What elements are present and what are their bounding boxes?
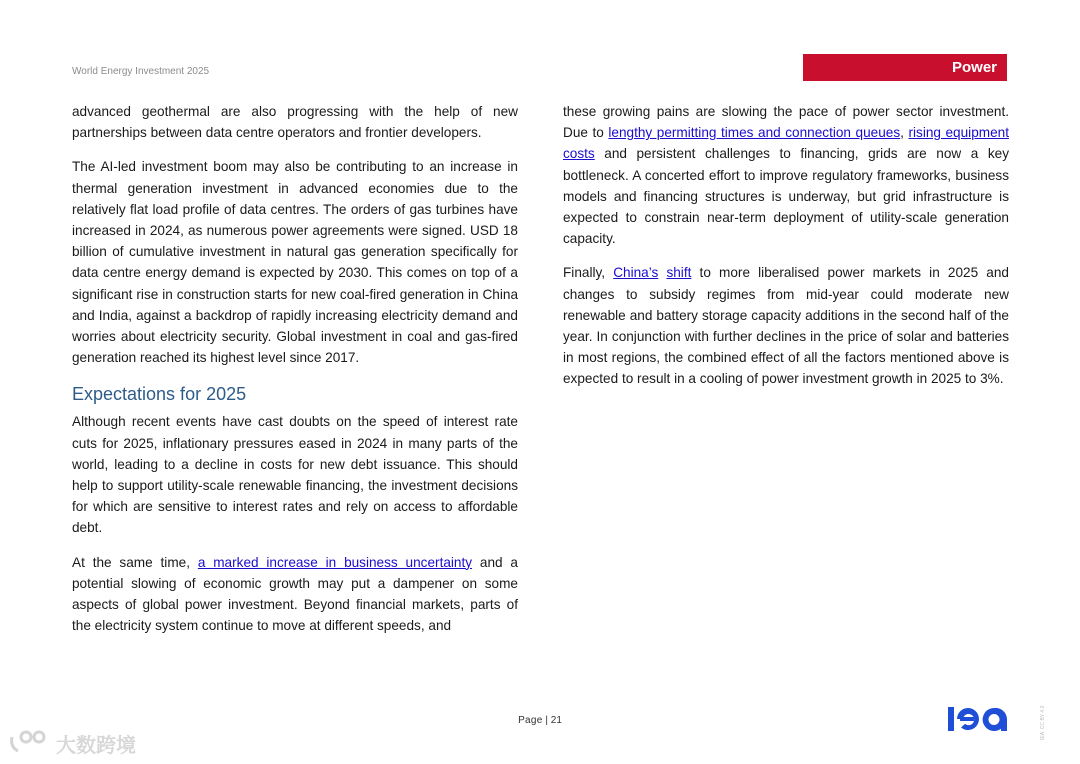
page-separator: |: [542, 715, 551, 726]
text: and persistent challenges to financing, grids are now a key bottleneck. A concerted effort to improve regulatory frameworks, business models and financing structures is underway, but grid infrastructure is expected to constrain near-term deployment of utility-scale generation capacity.: [563, 146, 1009, 247]
china-link[interactable]: China’s: [613, 265, 659, 281]
text: At the same time,: [72, 554, 198, 570]
permitting-queues-link[interactable]: lengthy permitting times and connection queues: [608, 125, 901, 141]
iea-logo-icon: [946, 700, 1010, 734]
watermark: [8, 728, 148, 758]
paragraph: advanced geothermal are also progressing with the help of new partnerships between data centre operators and frontier developers.: [72, 104, 518, 141]
section-heading: Expectations for 2025: [72, 384, 247, 405]
right-column: [563, 101, 1009, 403]
text: ,: [900, 125, 909, 141]
watermark-logo-icon: [8, 729, 52, 757]
section-tab-label: Power: [951, 59, 997, 76]
paragraph: [563, 262, 1009, 389]
license-credit: IEA. CC BY 4.0: [1040, 705, 1046, 740]
shift-link[interactable]: shift: [666, 265, 692, 281]
paragraph: [563, 101, 1009, 249]
paragraph: Although recent events have cast doubts on the speed of interest rate cuts for 2025, inflationary pressures eased in 2024 in many parts of the world, leading to a decline in costs for new debt issuance. This should help to support utility-scale renewable financing, the investment decisions for which are sensitive to interest rates and rely on access to affordable debt.: [72, 414, 518, 536]
paragraph: [72, 552, 518, 637]
business-uncertainty-link[interactable]: a marked increase in business uncertainty: [197, 554, 473, 570]
watermark-text: 大数跨境: [56, 732, 136, 757]
page-number: [0, 715, 1080, 726]
document-title: World Energy Investment 2025: [72, 66, 210, 77]
page-number-value: 21: [550, 715, 562, 726]
text: and a potential slowing of economic growth may put a dampener on some aspects of global power investment. Beyond financial markets, parts of the electricity system continue to move at different speeds, and: [72, 554, 518, 634]
text: these growing pains are slowing the pace of power sector investment. Due to: [563, 104, 1009, 141]
left-column: [72, 101, 518, 649]
equipment-costs-link[interactable]: rising equipment costs: [563, 125, 1009, 162]
section-tab: [803, 54, 1007, 81]
text: to more liberalised power markets in 2025 and changes to subsidy regimes from mid-year could moderate new renewable and battery storage capacity additions in the second half of the year. In conjunction with further declines in the price of solar and batteries in most regions, the combined effect of all the factors mentioned above is expected to result in a cooling of power investment growth in 2025 to 3%.: [563, 265, 1009, 387]
paragraph: The AI-led investment boom may also be contributing to an increase in thermal generation investment in advanced economies due to the relatively flat load profile of data centres. The orders of gas turbines have increased in 2024, as numerous power agreements were signed. USD 18 billion of cumulative investment in natural gas generation specifically for data centre energy demand is expected by 2030. This comes on top of a significant rise in construction starts for new coal-fired generation in China and India, against a backdrop of rapidly increasing electricity demand and worries about electricity security. Global investment in coal and gas-fired generation reached its highest level since 2017.: [72, 159, 518, 366]
text: Finally,: [563, 265, 614, 281]
page-label: Page: [518, 715, 543, 726]
